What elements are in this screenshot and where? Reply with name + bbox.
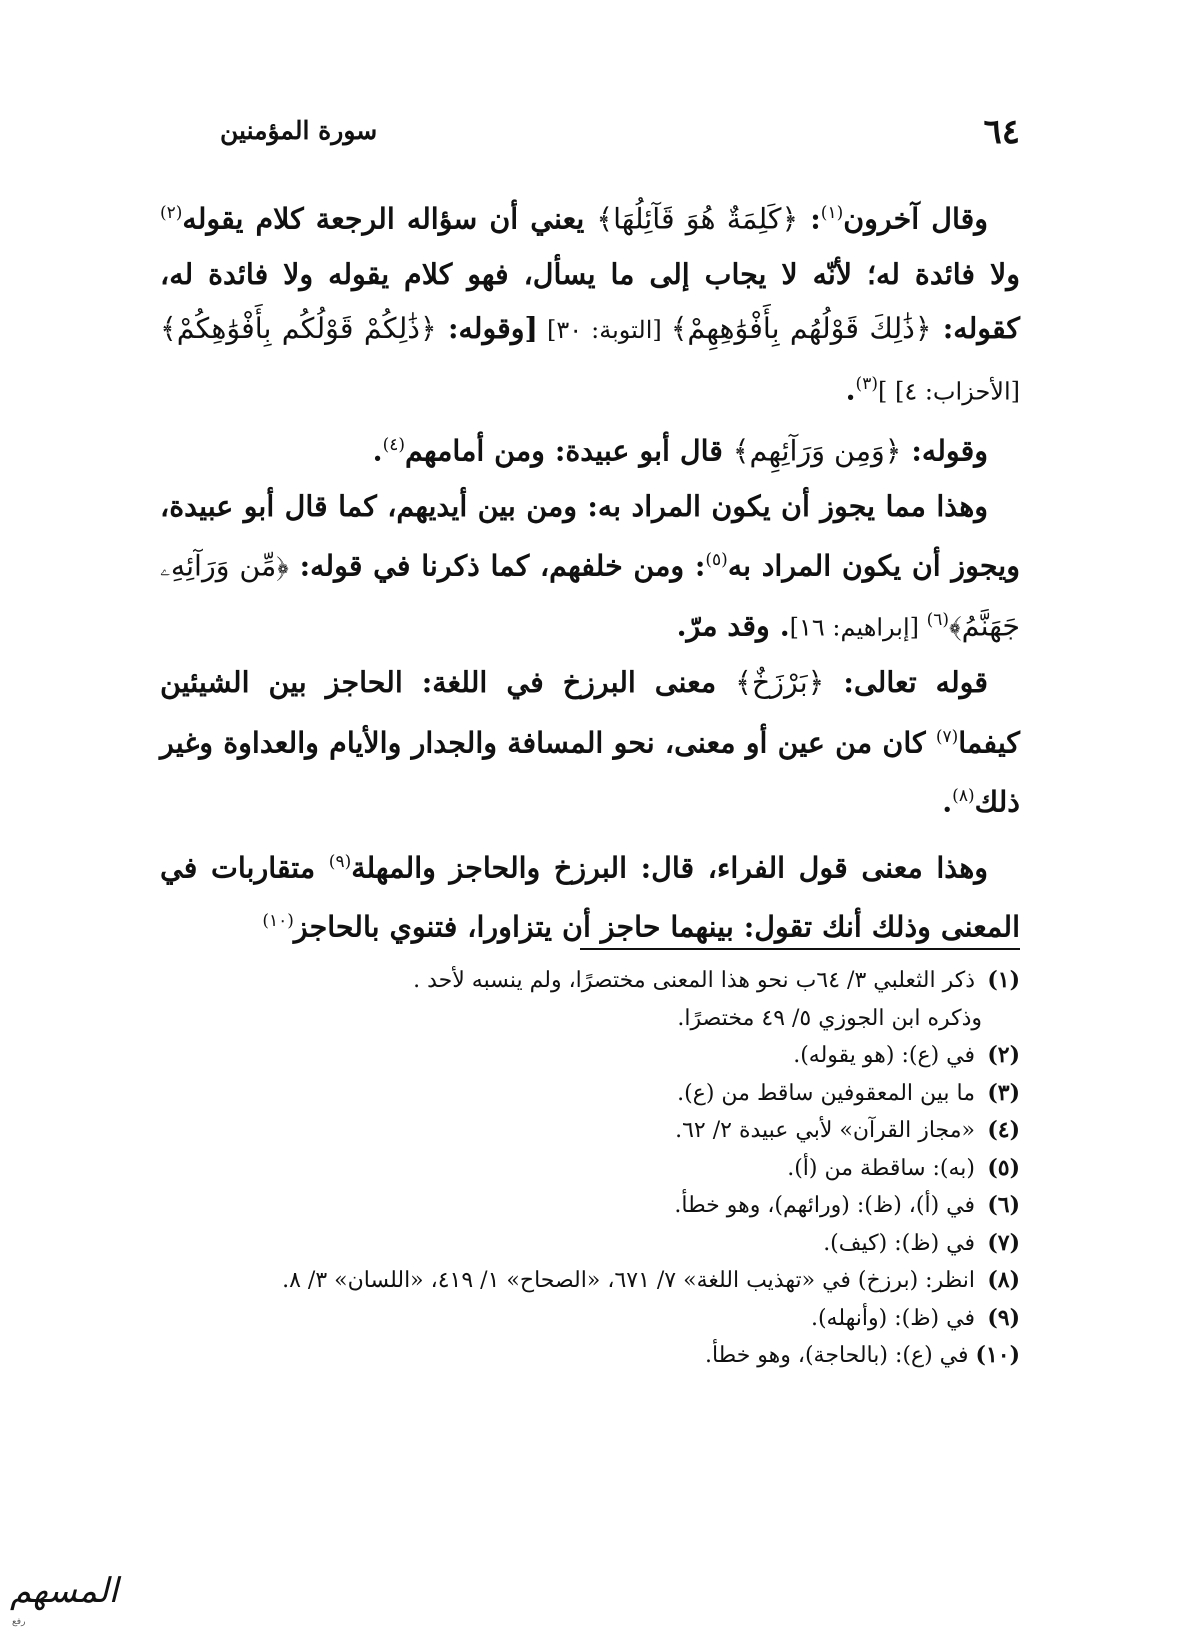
footnote-ref: (١٠): [262, 911, 294, 931]
footnote-5: [140, 1150, 1020, 1188]
footnote-text: ما بين المعقوفين ساقط من (ع).: [677, 1080, 975, 1106]
footnote-1-continued: [140, 1000, 1020, 1038]
footnote-text: انظر: (برزخ) في «تهذيب اللغة» ٧/ ٦٧١، «الصحاح» ١/ ٤١٩، «اللسان» ٣/ ٨.: [282, 1268, 975, 1293]
verse-reference: [الأحزاب: ٤] ]: [877, 377, 1020, 405]
footnotes: [140, 962, 1020, 1375]
footnote-9: [140, 1300, 1020, 1338]
footnote-text: «مجاز القرآن» لأبي عبيدة ٢/ ٦٢.: [675, 1118, 975, 1143]
footnote-1: [140, 962, 1020, 1000]
text: قال أبو عبيدة: ومن أمامهم: [405, 433, 733, 468]
footnote-ref: (١): [820, 203, 844, 223]
footnote-text: وذكره ابن الجوزي ٥/ ٤٩ مختصرًا.: [677, 1005, 982, 1031]
text: [وقوله:: [436, 310, 539, 345]
footnote-10: [140, 1337, 1020, 1375]
verse-reference: [إبراهيم: ١٦]: [789, 613, 927, 642]
footnote-3: [140, 1075, 1020, 1113]
text: وهذا معنى قول الفراء، قال: البرزخ والحاجز والمهلة: [351, 850, 988, 884]
text: وقوله:: [901, 433, 988, 468]
quran-quote: ﴿وَمِن وَرَآئِهِم﴾: [732, 434, 902, 468]
text: .: [845, 372, 856, 406]
quran-quote: ﴿ذَٰلِكَ قَوْلُهُم بِأَفْوَٰهِهِمْ﴾: [670, 311, 932, 345]
text: كان من عين أو معنى، نحو المسافة والجدار والأيام والعداوة وغير ذلك: [160, 725, 1020, 819]
running-title: سورة المؤمنين: [220, 116, 378, 145]
footnote-number: (١٠): [975, 1342, 1020, 1368]
footnote-ref: (٤): [382, 435, 406, 455]
footnote-ref: (٣): [855, 373, 878, 394]
footnote-number: (٧): [987, 1229, 1020, 1256]
text: .: [372, 433, 383, 468]
quran-quote: ﴿مِّن وَرَآئِهِۦ جَهَنَّمُ﴾: [160, 549, 1020, 643]
paragraph-3: [160, 479, 1020, 655]
footnote-4: [140, 1112, 1020, 1150]
text: يعني أن سؤاله الرجعة كلام يقوله: [182, 201, 597, 236]
text: وهذا مما يجوز أن يكون المراد به: ومن بين أيديهم، كما قال أبو عبيدة، ويجوز أن يكون المراد به: [160, 488, 1020, 582]
page-header: [200, 112, 1020, 162]
footnote-ref: (٧): [935, 726, 959, 747]
text: وقال آخرون: [843, 201, 989, 236]
text: . وقد مرّ.: [676, 608, 790, 643]
publisher-logo: [4, 1565, 119, 1637]
footnote-number: (٢): [987, 1042, 1020, 1068]
paragraph-4: [160, 655, 1020, 829]
footnote-text: ذكر الثعلبي ٣/ ٦٤ب نحو هذا المعنى مختصرًا، ولم ينسبه لأحد .: [413, 968, 975, 993]
paragraph-5: [160, 835, 1020, 954]
text: : ومن خلفهم، كما ذكرنا في قوله:: [288, 548, 706, 582]
footnote-ref: (٩): [328, 851, 352, 872]
footnote-number: (٦): [987, 1192, 1020, 1218]
paragraph-1: [160, 186, 1020, 418]
footnote-text: في (ع): (هو يقوله).: [793, 1043, 975, 1068]
text: قوله تعالى:: [824, 664, 988, 699]
footnote-ref: (٢): [160, 203, 183, 223]
text: :: [798, 201, 821, 236]
footnote-text: في (ظ): (كيف).: [823, 1230, 975, 1256]
text: .: [942, 784, 953, 819]
footnote-divider: [580, 948, 1020, 950]
footnote-number: (١): [987, 967, 1020, 993]
footnote-number: (٩): [987, 1304, 1020, 1331]
paragraph-2: [160, 418, 1020, 479]
text: متقاربات في المعنى وذلك أنك تقول: بينهما حاجز أن يتزاورا، فتنوي بالحاجز: [160, 850, 1020, 944]
footnote-number: (٨): [987, 1267, 1020, 1293]
verse-reference: [التوبة: ٣٠]: [538, 315, 671, 344]
quran-quote: ﴿بَرْزَخٌ﴾: [735, 665, 825, 699]
footnote-ref: (٨): [952, 786, 975, 806]
text: ولا فائدة له؛ لأنّه لا يجاب إلى ما يسأل، فهو كلام يقوله ولا فائدة له، كقوله:: [160, 256, 1020, 345]
logo-small-text: رفع: [12, 1617, 26, 1627]
text: معنى البرزخ في اللغة: الحاجز بين الشيئين كيفما: [160, 664, 1020, 759]
footnote-ref: (٦): [926, 610, 950, 630]
footnote-text: في (ظ): (وأنهله).: [810, 1305, 975, 1331]
footnote-number: (٤): [987, 1117, 1020, 1143]
footnote-7: [140, 1225, 1020, 1263]
footnote-text: في (ع): (بالحاجة)، وهو خطأ.: [704, 1343, 969, 1368]
footnote-6: [140, 1187, 1020, 1225]
footnote-2: [140, 1037, 1020, 1075]
footnote-text: في (أ)، (ظ): (ورائهم)، وهو خطأ.: [674, 1193, 975, 1218]
quran-quote: ﴿ذَٰلِكُمْ قَوْلُكُم بِأَفْوَٰهِكُمْ﴾: [160, 311, 437, 345]
main-text: [160, 186, 1020, 954]
footnote-number: (٣): [987, 1079, 1020, 1106]
page-number: ٦٤: [983, 112, 1020, 152]
logo-calligraphy: المسهم: [10, 1571, 119, 1611]
footnote-ref: (٥): [705, 549, 728, 570]
footnote-number: (٥): [987, 1154, 1020, 1181]
footnote-8: [140, 1262, 1020, 1300]
quran-quote: ﴿كَلِمَةٌ هُوَ قَآئِلُهَا﴾: [596, 202, 799, 236]
footnote-text: (به): ساقطة من (أ).: [787, 1155, 975, 1181]
